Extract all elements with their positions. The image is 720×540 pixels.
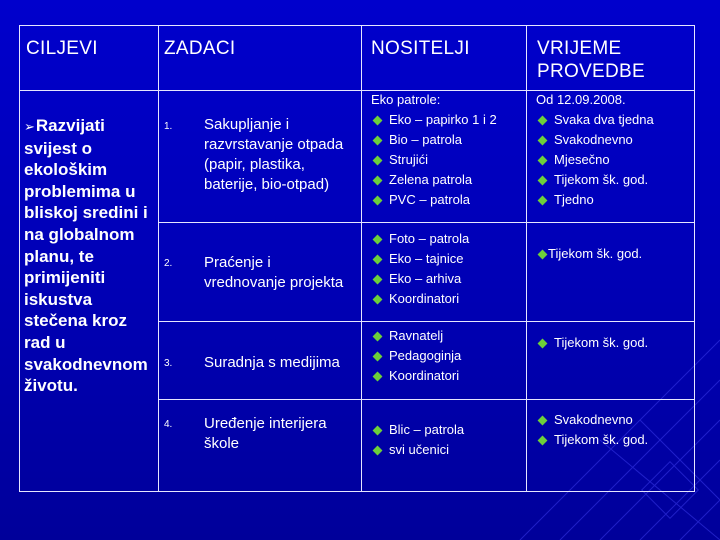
plan-table: [19, 25, 695, 492]
diamond-bullet-icon: [373, 234, 383, 244]
row-divider-1: [158, 222, 695, 223]
table-border-left: [19, 25, 20, 492]
header-ciljevi: CILJEVI: [26, 38, 98, 59]
diamond-bullet-icon: [538, 415, 548, 425]
list-item: Svakodnevno: [536, 410, 648, 430]
header-nositelji: NOSITELJI: [371, 38, 470, 59]
time-row-4: [536, 410, 648, 450]
list-item: Koordinatori: [371, 289, 469, 309]
task-number-4: 4.: [164, 419, 173, 430]
task-number-2: 2.: [164, 258, 173, 269]
task-3: Suradnja s medijima: [204, 354, 340, 371]
task-1: Sakupljanje i razvrstavanje otpada (papir, plastika, baterije, bio-otpad): [204, 116, 344, 193]
diamond-bullet-icon: [538, 338, 548, 348]
list-item: Zelena patrola: [371, 170, 497, 190]
diamond-bullet-icon: [538, 175, 548, 185]
bearers-row-1: [371, 90, 497, 210]
diamond-bullet-icon: [538, 435, 548, 445]
table-border-top: [19, 25, 695, 26]
diamond-bullet-icon: [373, 445, 383, 455]
row-divider-3: [158, 399, 695, 400]
diamond-bullet-icon: [373, 331, 383, 341]
header-vrijeme-line1: VRIJEME: [537, 38, 622, 59]
task-2: Praćenje i vrednovanje projekta: [204, 254, 344, 291]
diamond-bullet-icon: [373, 425, 383, 435]
list-item: PVC – patrola: [371, 190, 497, 210]
diamond-bullet-icon: [373, 274, 383, 284]
list-item: Tijekom šk. god.: [536, 244, 642, 264]
list-item: Koordinatori: [371, 366, 461, 386]
header-zadaci: ZADACI: [164, 38, 236, 59]
column-divider-3: [526, 25, 527, 492]
list-item: Tjedno: [536, 190, 654, 210]
bearers-row-3: [371, 326, 461, 386]
list-item: Tijekom šk. god.: [536, 170, 654, 190]
diamond-bullet-icon: [373, 294, 383, 304]
bearers-row-4: [371, 420, 464, 460]
diamond-bullet-icon: [373, 195, 383, 205]
table-border-right: [694, 25, 695, 492]
column-divider-1: [158, 25, 159, 492]
list-item: Pedagoginja: [371, 346, 461, 366]
list-item: Tijekom šk. god.: [536, 333, 648, 353]
header-vrijeme-provedbe: [537, 37, 645, 83]
diamond-bullet-icon: [538, 195, 548, 205]
diamond-bullet-icon: [373, 155, 383, 165]
time-row-3: [536, 333, 648, 353]
bearers-heading: Eko patrole:: [371, 92, 441, 107]
task-number-1: 1.: [164, 121, 173, 132]
bearers-row-2: [371, 229, 469, 309]
diamond-bullet-icon: [538, 135, 548, 145]
diamond-bullet-icon: [373, 371, 383, 381]
time-heading: Od 12.09.2008.: [536, 92, 626, 107]
diamond-bullet-icon: [373, 115, 383, 125]
diamond-bullet-icon: [538, 115, 548, 125]
diamond-bullet-icon: [538, 249, 548, 259]
list-item: Eko – tajnice: [371, 249, 469, 269]
goal-text: ➢Razvijati svijest o ekološkim problemima u bliskoj sredini i na globalnom planu, te primijeniti iskustva stečena kroz rad u svakodnevnom životu.: [24, 116, 148, 396]
header-vrijeme-line2: PROVEDBE: [537, 61, 645, 82]
task-4: Uređenje interijera škole: [204, 415, 327, 452]
list-item: Svaka dva tjedna: [536, 110, 654, 130]
list-item: Ravnatelj: [371, 326, 461, 346]
diamond-bullet-icon: [538, 155, 548, 165]
list-item: Strujići: [371, 150, 497, 170]
row-divider-2: [158, 321, 695, 322]
diamond-bullet-icon: [373, 254, 383, 264]
table-border-bottom: [19, 491, 695, 492]
diamond-bullet-icon: [373, 175, 383, 185]
list-item: Svakodnevno: [536, 130, 654, 150]
list-item: Bio – patrola: [371, 130, 497, 150]
diamond-bullet-icon: [373, 135, 383, 145]
list-item: Foto – patrola: [371, 229, 469, 249]
time-row-1: [536, 90, 654, 210]
diamond-bullet-icon: [373, 351, 383, 361]
list-item: Blic – patrola: [371, 420, 464, 440]
list-item: Tijekom šk. god.: [536, 430, 648, 450]
list-item: svi učenici: [371, 440, 464, 460]
list-item: Eko – arhiva: [371, 269, 469, 289]
list-item: Mjesečno: [536, 150, 654, 170]
arrow-right-icon: ➢: [24, 119, 35, 134]
list-item: Eko – papirko 1 i 2: [371, 110, 497, 130]
time-row-2: [536, 244, 642, 264]
task-number-3: 3.: [164, 358, 173, 369]
